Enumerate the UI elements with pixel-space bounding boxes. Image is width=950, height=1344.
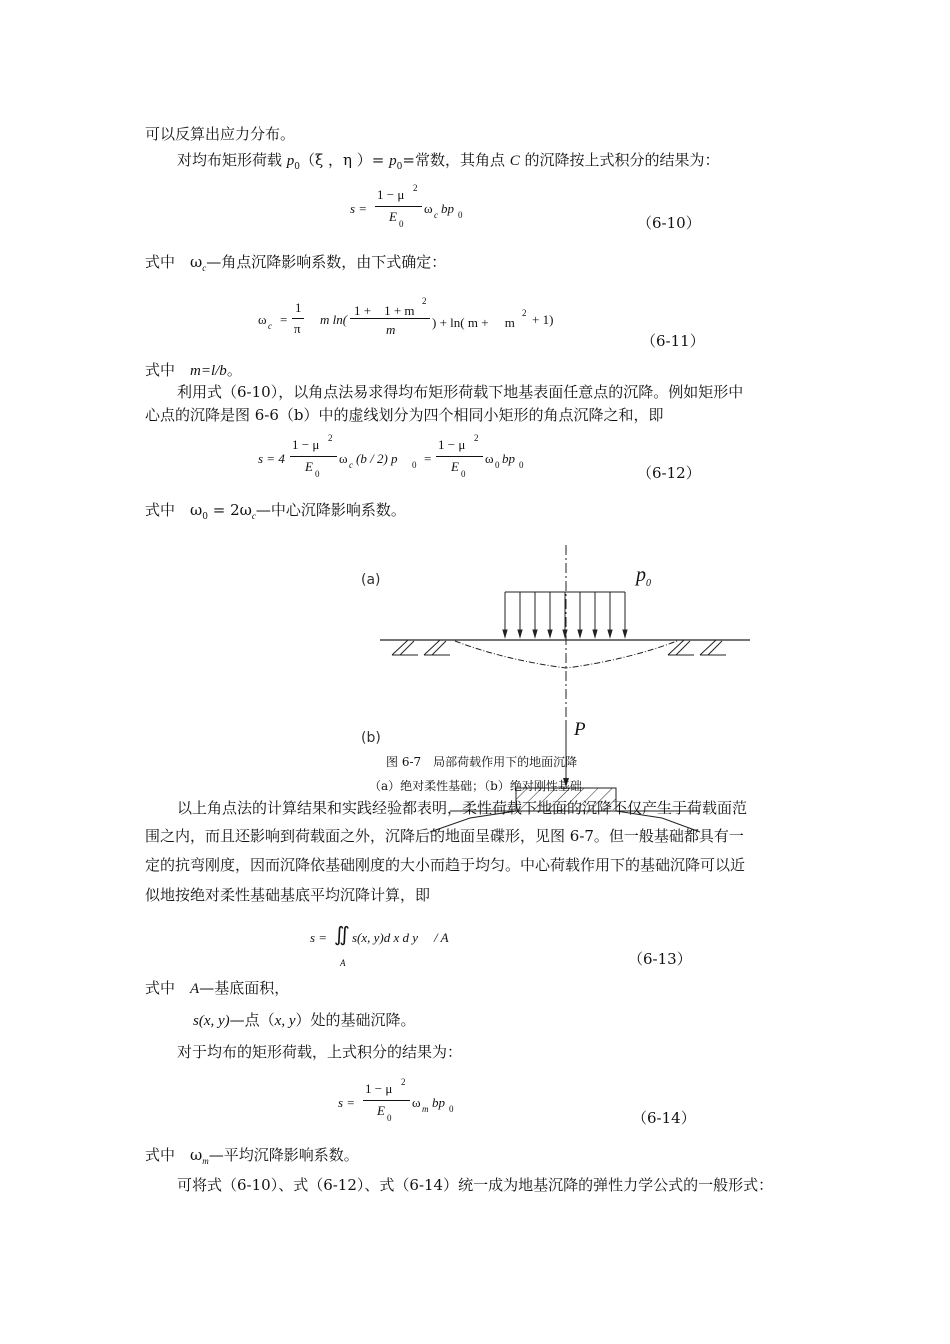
text-line: 可以反算出应力分布。 [145, 125, 296, 143]
eq-omega: ω [412, 1095, 421, 1110]
eq-sup: 2 [474, 433, 479, 443]
text-fragment: s(x, y) [193, 1013, 230, 1029]
eq-sub: 0 [387, 1113, 392, 1123]
eq-bp: bp [432, 1095, 445, 1110]
figure-subcaption: （a）绝对柔性基础；（b）绝对刚性基础 [369, 779, 582, 793]
var-p: p [389, 153, 397, 169]
text-fragment: 对均布矩形荷载 [177, 151, 287, 169]
text-line: 似地按绝对柔性基础基底平均沉降计算，即 [145, 886, 431, 904]
eq-sub: A [340, 958, 346, 968]
text-fragment: —中心沉降影响系数。 [255, 501, 406, 519]
equation-number: （6-10） [637, 214, 701, 232]
eq-sub: 0 [315, 469, 320, 479]
eq-sub: c [268, 321, 272, 331]
eq-sup: 2 [422, 296, 427, 306]
fraction-bar [363, 1100, 410, 1101]
subscript: 0 [294, 162, 301, 172]
text-line: 心点的沉降是图 6-6（b）中的虚线划分为四个相同小矩形的角点沉降之和，即 [145, 406, 664, 424]
eq-denominator: π [294, 321, 301, 336]
eq-omega: ω [339, 451, 348, 466]
subscript: 0 [202, 512, 208, 522]
text-fragment: x, y [274, 1013, 296, 1029]
text-line: 定的抗弯刚度，因而沉降依基础刚度的大小而趋于均匀。中心荷载作用下的基础沉降可以近 [145, 856, 746, 874]
eq-term: m ln( [320, 312, 348, 327]
text-fragment: —点（ [229, 1011, 275, 1029]
text-line: 利用式（6-10），以角点法易求得均布矩形荷载下地基表面任意点的沉降。例如矩形中 [177, 383, 744, 401]
subscript: 0 [646, 578, 651, 589]
eq-lhs: s = 4 [258, 451, 285, 466]
load-label-b: P [574, 719, 586, 740]
equation-number: （6-12） [637, 464, 701, 482]
eq-omega: ω [258, 312, 267, 327]
eq-denominator: E [377, 1103, 385, 1118]
eq-numerator: 1 − μ [292, 437, 320, 452]
load-symbol: p [636, 564, 646, 586]
eq-term: + 1) [532, 312, 554, 327]
text-line: 围之内，而且还影响到荷载面之外，沉降后的地面呈碟形，见图 6-7。但一般基础都具有一 [145, 827, 744, 845]
var-C: C [509, 153, 520, 169]
eq-numerator: 1 − μ [365, 1081, 393, 1096]
text-line: 以上角点法的计算结果和实践经验都表明，柔性荷载下地面的沉降不仅产生于荷载面范 [177, 799, 748, 817]
text-fragment: 的沉降按上式积分的结果为： [519, 151, 720, 169]
eq-sub: 0 [449, 1104, 454, 1114]
text-fragment: ）处的基础沉降。 [295, 1011, 416, 1029]
eq-denominator: E [389, 209, 397, 224]
eq-equals: = [424, 451, 432, 466]
eq-lhs: s = [338, 1095, 356, 1110]
text-fragment: m=l/b [190, 363, 227, 379]
text-line [145, 978, 289, 999]
equation-6-14 [338, 1077, 538, 1130]
eq-numerator: 1 − μ [438, 437, 466, 452]
figure-caption: 图 6-7 局部荷载作用下的地面沉降 [386, 755, 578, 769]
eq-bp: bp [441, 201, 454, 216]
figure-label-a: (a) [361, 572, 381, 588]
eq-numerator: 1 + 1 + m [354, 303, 415, 318]
eq-sup: 2 [522, 308, 527, 318]
text-fragment: —平均沉降影响系数。 [208, 1146, 359, 1164]
ground-hatch [392, 640, 726, 655]
eq-term: / A [434, 930, 449, 945]
equation-number: （6-14） [632, 1109, 696, 1127]
text-fragment: 式中 ω [145, 501, 203, 519]
subscript: c [202, 263, 207, 273]
eq-integral: ∬ [334, 924, 350, 946]
eq-sub: c [349, 460, 353, 470]
eq-denominator: m [386, 322, 396, 337]
text-fragment: 式中 [145, 361, 191, 379]
text-fragment: 式中 [145, 979, 191, 997]
eq-sub: c [434, 210, 438, 220]
eq-sub: 0 [461, 469, 466, 479]
text-line [193, 1010, 416, 1031]
eq-sub: 0 [399, 219, 404, 229]
load-arrows [503, 592, 627, 637]
eq-lhs: s = [310, 930, 328, 945]
eq-term: (b / 2) p [356, 451, 398, 466]
eq-numerator: 1 − μ [377, 187, 405, 202]
eq-sub: 0 [495, 460, 500, 470]
text-fragment: （ξ ，η ）= [300, 151, 390, 169]
eq-sup: 2 [328, 433, 333, 443]
eq-sup: 2 [401, 1077, 406, 1087]
text-line: 可将式（6-10）、式（6-12）、式（6-14）统一成为地基沉降的弹性力学公式的一般形式： [177, 1176, 774, 1194]
eq-term: ) + ln( m + m [432, 315, 515, 330]
eq-sub: m [422, 1104, 429, 1114]
eq-equals: = [280, 312, 288, 327]
text-fragment: —角点沉降影响系数，由下式确定： [206, 253, 447, 271]
text-fragment: =常数，其角点 [402, 151, 510, 169]
text-line [145, 1145, 359, 1171]
eq-denominator: E [451, 459, 459, 474]
subscript: m [202, 1156, 209, 1166]
text-line: 对于均布的矩形荷载，上式积分的结果为： [177, 1043, 463, 1061]
eq-numerator: 1 [295, 300, 302, 315]
equation-6-13 [310, 922, 510, 972]
text-fragment: 式中 ω [145, 1146, 203, 1164]
eq-sub: 0 [412, 460, 417, 470]
subscript: 0 [396, 162, 403, 172]
subscript: c [251, 511, 256, 521]
equation-number: （6-13） [628, 950, 692, 968]
text-fragment: = 2ω [207, 501, 252, 519]
eq-sub: 0 [519, 460, 524, 470]
eq-bp: bp [502, 451, 515, 466]
eq-sub: 0 [458, 210, 463, 220]
eq-sup: 2 [413, 183, 418, 193]
text-fragment: —基底面积， [199, 979, 290, 997]
eq-omega: ω [485, 451, 494, 466]
var-A: A [190, 981, 200, 997]
eq-lhs: s = [350, 201, 368, 216]
eq-omega: ω [424, 201, 433, 216]
text-fragment: 式中 ω [145, 253, 203, 271]
equation-number: （6-11） [641, 332, 705, 350]
eq-denominator: E [305, 459, 313, 474]
var-p: p [286, 153, 295, 169]
eq-term: s(x, y)d x d y [352, 930, 419, 945]
load-label-a [636, 565, 651, 594]
figure-label-b: (b) [361, 730, 381, 746]
text-fragment: 。 [226, 361, 242, 379]
